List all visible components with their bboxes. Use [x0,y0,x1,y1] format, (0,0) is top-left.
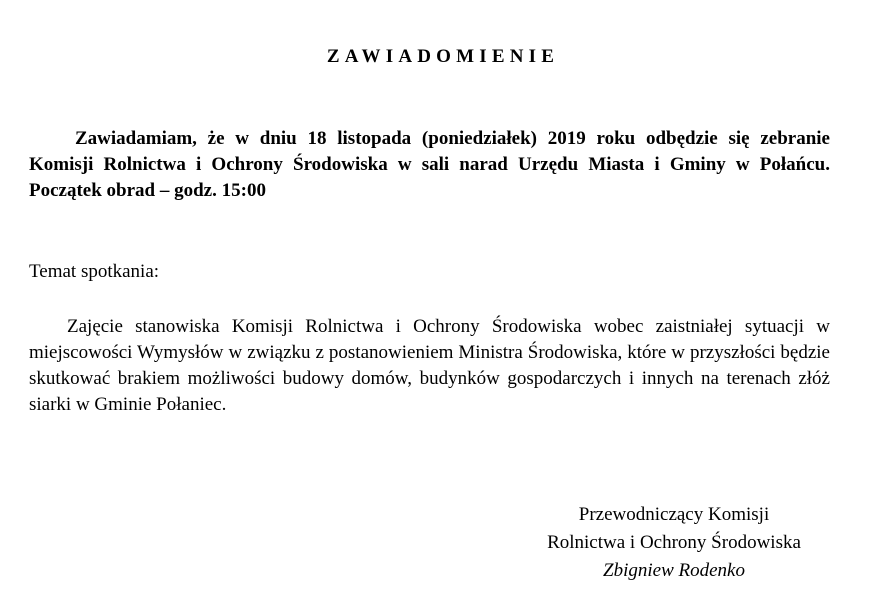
topic-text: Zajęcie stanowiska Komisji Rolnictwa i Ochrony Środowiska wobec zaistniałej sytuacji w miejscowości Wymysłów w związku z postanowieniem Ministra Środowiska, które w przyszłości będzie skutkować brakiem możliwości budowy domów, budynków gospodarczych i innych na terenach złóż siarki w Gminie Połaniec. [29,316,830,415]
topic-label: Temat spotkania: [29,261,160,282]
announcement-paragraph [29,126,830,204]
signature-role-line2: Rolnictwa i Ochrony Środowiska [547,532,801,553]
signature-name: Zbigniew Rodenko [603,560,745,581]
topic-paragraph [29,314,830,418]
document-title: ZAWIADOMIENIE [326,46,560,67]
announcement-text: Zawiadamiam, że w dniu 18 listopada (poniedziałek) 2019 roku odbędzie się zebranie Komisji Rolnictwa i Ochrony Środowiska w sali narad Urzędu Miasta i Gminy w Połańcu. Początek obrad – godz. 15:00 [29,128,830,201]
signature-block [486,501,862,585]
signature-role-line1: Przewodniczący Komisji [578,504,770,525]
